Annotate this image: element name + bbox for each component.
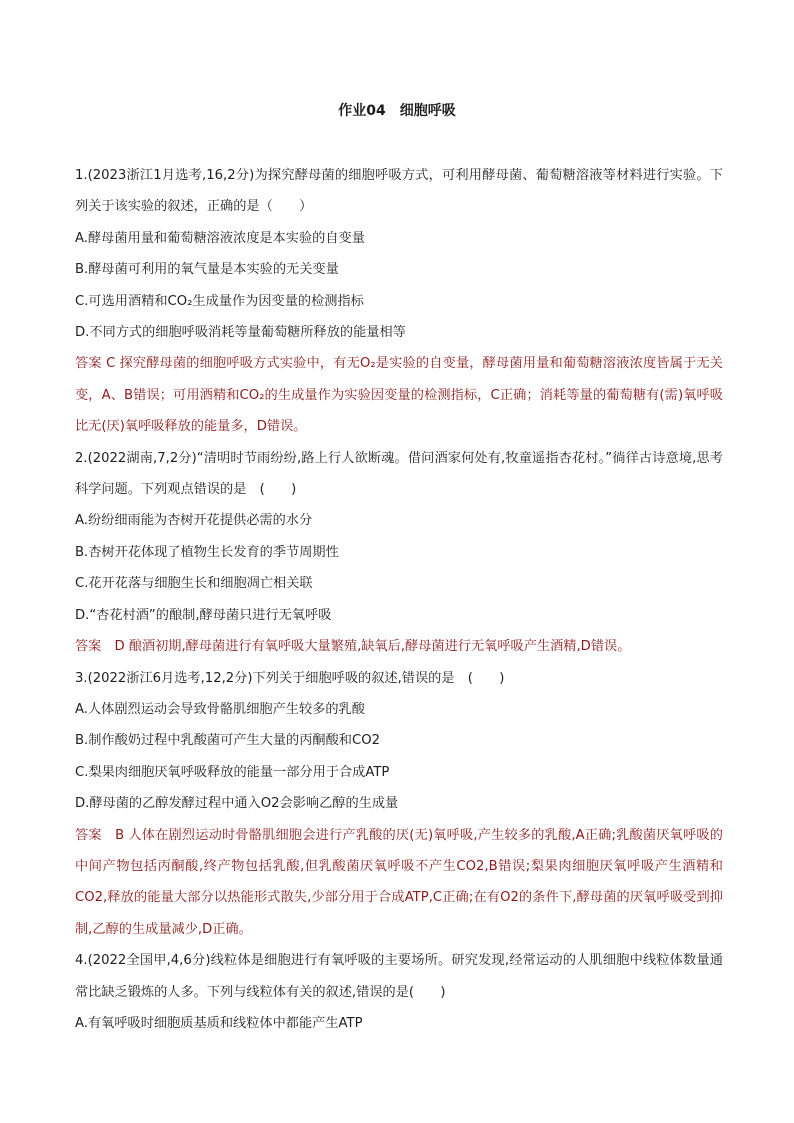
- question-4-option-a: A.有氧呼吸时细胞质基质和线粒体中都能产生ATP: [75, 1015, 363, 1031]
- question-2-answer-label: 答案 D: [75, 639, 125, 655]
- question-1-option-a: A.酵母菌用量和葡萄糖溶液浓度是本实验的自变量: [75, 230, 365, 246]
- question-2-option-d: D.“杏花村酒”的酿制,酵母菌只进行无氧呼吸: [75, 607, 332, 623]
- question-list: [75, 160, 723, 1039]
- question-2-option-b: B.杏树开花体现了植物生长发育的季节周期性: [75, 544, 339, 560]
- question-3-option-a: A.人体剧烈运动会导致骨骼肌细胞产生较多的乳酸: [75, 701, 365, 717]
- question-1-option-c: C.可选用酒精和CO₂生成量作为因变量的检测指标: [75, 293, 364, 309]
- question-1-answer-label: 答案 C: [75, 356, 116, 372]
- question-2-stem: 2.(2022湖南,7,2分)“清明时节雨纷纷,路上行人欲断魂。借问酒家何处有,牧童遥指杏花村。”徜徉古诗意境,思考科学问题。下列观点错误的是 ( ): [75, 450, 723, 498]
- question-1-option-b: B.酵母菌可利用的氧气量是本实验的无关变量: [75, 262, 339, 278]
- question-3-option-c: C.梨果肉细胞厌氧呼吸释放的能量一部分用于合成ATP: [75, 764, 390, 780]
- page-title: 作业04 细胞呼吸: [338, 103, 456, 119]
- question-3-option-b: B.制作酸奶过程中乳酸菌可产生大量的丙酮酸和CO2: [75, 733, 380, 749]
- question-3-option-d: D.酵母菌的乙醇发酵过程中通入O2会影响乙醇的生成量: [75, 796, 399, 812]
- question-3-answer-text: 人体在剧烈运动时骨骼肌细胞会进行产乳酸的厌(无)氧呼吸,产生较多的乳酸,A正确;乳酸菌厌氧呼吸的中间产物包括丙酮酸,终产物包括乳酸,但乳酸菌厌氧呼吸不产生CO2,B错误;梨果肉细胞厌氧呼吸产生酒精和CO2,释放的能量大部分以热能形式散失,少部分用于合成ATP,C正确;在有O2的条件下,酵母菌的厌氧呼吸受到抑制,乙醇的生成量减少,D正确。: [75, 827, 723, 937]
- question-2-option-c: C.花开花落与细胞生长和细胞凋亡相关联: [75, 576, 313, 592]
- question-1-answer-text: 探究酵母菌的细胞呼吸方式实验中，有无O₂是实验的自变量，酵母菌用量和葡萄糖溶液浓度皆属于无关变，A、B错误；可用酒精和CO₂的生成量作为实验因变量的检测指标，C正确；消耗等量的葡萄糖有(需)氧呼吸比无(厌)氧呼吸释放的能量多，D错误。: [75, 356, 723, 435]
- question-1-answer: [75, 348, 723, 442]
- question-2-answer: [75, 631, 723, 662]
- question-2-option-a: A.纷纷细雨能为杏树开花提供必需的水分: [75, 513, 313, 529]
- question-3-answer-label: 答案 B: [75, 827, 125, 843]
- question-2-answer-text: 酿酒初期,酵母菌进行有氧呼吸大量繁殖,缺氧后,酵母菌进行无氧呼吸产生酒精,D错误。: [128, 639, 631, 655]
- question-1-stem: 1.(2023浙江1月选考,16,2分)为探究酵母菌的细胞呼吸方式，可利用酵母菌、葡萄糖溶液等材料进行实验。下列关于该实验的叙述，正确的是（ ）: [75, 168, 723, 215]
- question-4-stem: 4.(2022全国甲,4,6分)线粒体是细胞进行有氧呼吸的主要场所。研究发现,经常运动的人肌细胞中线粒体数量通常比缺乏锻炼的人多。下列与线粒体有关的叙述,错误的是( ): [75, 953, 723, 1000]
- question-3-stem: 3.(2022浙江6月选考,12,2分)下列关于细胞呼吸的叙述,错误的是 ( ): [75, 670, 505, 686]
- question-1-option-d: D.不同方式的细胞呼吸消耗等量葡萄糖所释放的能量相等: [75, 325, 406, 341]
- question-3-answer: [75, 820, 723, 946]
